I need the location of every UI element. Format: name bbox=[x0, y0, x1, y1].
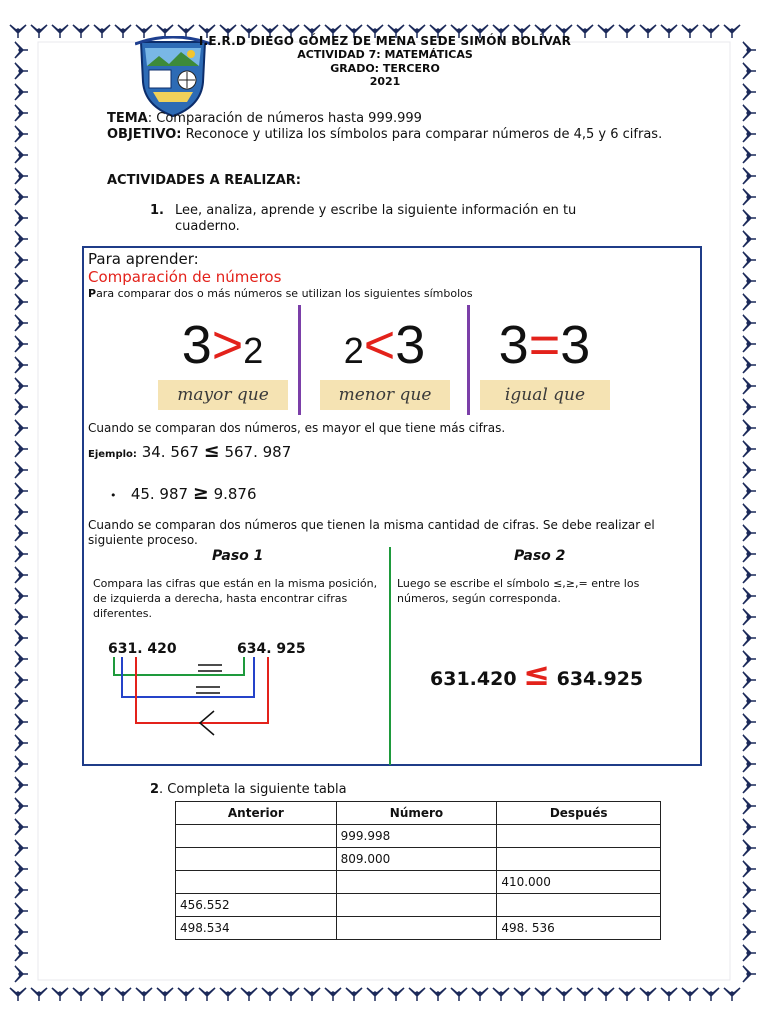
paso2-number-a: 631.420 bbox=[430, 668, 517, 690]
exercise2-number: 2 bbox=[150, 782, 160, 797]
symbol-igual bbox=[472, 310, 617, 415]
column-header-numero: Número bbox=[336, 802, 497, 825]
year-label: 2021 bbox=[369, 75, 401, 88]
objetivo-label: OBJETIVO: bbox=[107, 127, 182, 142]
symbol-igual-right: 3 bbox=[560, 315, 591, 375]
paso2-less-equal-sign: ≤ bbox=[523, 655, 550, 693]
table-row bbox=[176, 871, 661, 894]
greater-equal-sign: ≥ bbox=[192, 482, 209, 504]
table-cell[interactable] bbox=[336, 871, 497, 894]
table-row bbox=[176, 825, 661, 848]
para-aprender-title: Para aprender: bbox=[88, 250, 199, 268]
table-row bbox=[176, 917, 661, 940]
paso1-text: Compara las cifras que están en la misma posición, de izquierda a derecha, hasta encontrar cifras diferentes. bbox=[93, 577, 378, 620]
paso2-number-b: 634.925 bbox=[556, 668, 644, 690]
objetivo-line bbox=[107, 127, 677, 143]
example2-a: 45. 987 bbox=[130, 485, 189, 503]
actividades-heading: ACTIVIDADES A REALIZAR: bbox=[107, 173, 301, 188]
paso1-number-a: 631. 420 bbox=[108, 641, 177, 657]
table-cell[interactable] bbox=[497, 825, 661, 848]
symbols-intro bbox=[88, 287, 473, 300]
symbol-menor bbox=[312, 310, 457, 415]
symbol-igual-left: 3 bbox=[498, 315, 529, 375]
example1-a: 34. 567 bbox=[141, 443, 199, 461]
table-row bbox=[176, 894, 661, 917]
tema-text: : Comparación de números hasta 999.999 bbox=[147, 111, 422, 126]
grade-label: GRADO: TERCERO bbox=[330, 62, 440, 75]
paso2-result bbox=[430, 655, 643, 693]
comparacion-subtitle: Comparación de números bbox=[88, 268, 282, 286]
symbol-divider bbox=[467, 305, 470, 415]
item1-number: 1. bbox=[150, 203, 164, 218]
symbol-mayor bbox=[150, 310, 295, 415]
bullet: • bbox=[110, 489, 117, 502]
symbol-mayor-right: 2 bbox=[243, 330, 264, 371]
paso2-title: Paso 2 bbox=[514, 548, 566, 564]
numbers-table bbox=[175, 801, 661, 940]
symbol-menor-right: 3 bbox=[395, 315, 426, 375]
symbol-divider bbox=[298, 305, 301, 415]
table-cell: 999.998 bbox=[336, 825, 497, 848]
tema-label: TEMA bbox=[107, 111, 148, 126]
mayor-que-label: mayor que bbox=[158, 380, 288, 410]
table-cell: 498. 536 bbox=[497, 917, 661, 940]
symbol-menor-left: 2 bbox=[343, 330, 364, 371]
example-label: Ejemplo: bbox=[88, 449, 137, 460]
rule-more-digits: Cuando se comparan dos números, es mayor el que tiene más cifras. bbox=[88, 421, 506, 435]
example2-line bbox=[110, 482, 257, 504]
rule-same-digits: Cuando se comparan dos números que tienen la misma cantidad de cifras. Se debe realizar el siguiente proceso. bbox=[88, 518, 655, 547]
column-header-despues: Después bbox=[497, 802, 661, 825]
table-cell[interactable] bbox=[336, 894, 497, 917]
menor-que-label: menor que bbox=[320, 380, 450, 410]
table-cell[interactable] bbox=[176, 825, 337, 848]
steps-divider bbox=[389, 547, 391, 765]
example1-b: 567. 987 bbox=[224, 443, 292, 461]
less-equal-sign: ≤ bbox=[203, 440, 220, 462]
paso2-text: Luego se escribe el símbolo ≤,≥,= entre los números, según corresponda. bbox=[397, 577, 640, 605]
objetivo-text: Reconoce y utiliza los símbolos para comparar números de 4,5 y 6 cifras. bbox=[181, 127, 663, 142]
school-name: I.E.R.D DIEGO GÓMEZ DE MENA SEDE SIMÓN BOLÍVAR bbox=[198, 34, 572, 48]
exercise2-text: . Completa la siguiente tabla bbox=[159, 782, 347, 797]
digit-comparison-lines bbox=[100, 655, 290, 745]
symbols-intro-text: ara comparar dos o más números se utilizan los siguientes símbolos bbox=[96, 287, 473, 300]
table-cell[interactable] bbox=[176, 871, 337, 894]
example-line bbox=[88, 440, 291, 462]
table-cell[interactable] bbox=[176, 848, 337, 871]
paso1-number-b: 634. 925 bbox=[237, 641, 306, 657]
paso1-title: Paso 1 bbox=[212, 548, 264, 564]
tema-line bbox=[107, 111, 667, 127]
table-cell[interactable] bbox=[497, 894, 661, 917]
symbols-intro-initial: P bbox=[88, 287, 97, 300]
table-cell[interactable] bbox=[336, 917, 497, 940]
table-header-row bbox=[176, 802, 661, 825]
igual-que-label: igual que bbox=[480, 380, 610, 410]
symbol-mayor-left: 3 bbox=[181, 315, 212, 375]
table-cell: 456.552 bbox=[176, 894, 337, 917]
item1-text: Lee, analiza, aprende y escribe la siguiente información en tu cuaderno. bbox=[175, 203, 577, 234]
table-row bbox=[176, 848, 661, 871]
comparison-symbols bbox=[150, 310, 620, 415]
activity-title: ACTIVIDAD 7: MATEMÁTICAS bbox=[297, 48, 473, 61]
table-cell: 498.534 bbox=[176, 917, 337, 940]
less-than-sign: < bbox=[363, 315, 396, 375]
table-cell[interactable] bbox=[497, 848, 661, 871]
exercise2-instruction bbox=[150, 782, 347, 798]
column-header-anterior: Anterior bbox=[176, 802, 337, 825]
equal-sign: = bbox=[528, 315, 561, 375]
table-cell: 809.000 bbox=[336, 848, 497, 871]
table-cell: 410.000 bbox=[497, 871, 661, 894]
greater-than-sign: > bbox=[211, 315, 244, 375]
example2-b: 9.876 bbox=[213, 485, 257, 503]
